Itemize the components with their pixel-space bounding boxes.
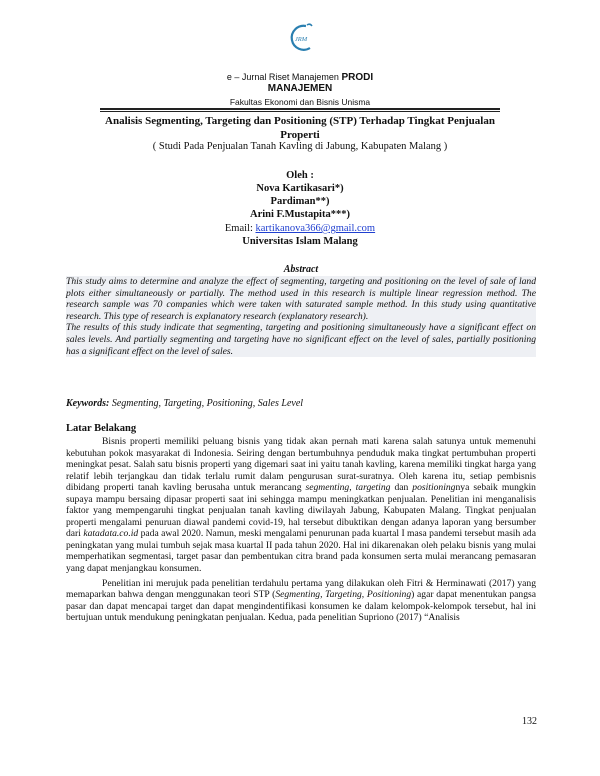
author-3: Arini F.Mustapita***) bbox=[250, 209, 350, 220]
journal-prodi: PRODI bbox=[341, 72, 374, 83]
author-list bbox=[88, 182, 512, 221]
author-2: Pardiman**) bbox=[270, 196, 330, 207]
email-link[interactable]: kartikanova366@gmail.com bbox=[255, 223, 376, 234]
faculty-name: Fakultas Ekonomi dan Bisnis Unisma bbox=[229, 97, 371, 107]
section-heading: Latar Belakang bbox=[66, 423, 137, 434]
journal-manajemen: MANAJEMEN bbox=[267, 83, 333, 94]
header-rule-thin bbox=[100, 111, 500, 112]
email-line bbox=[88, 222, 512, 235]
abstract-body bbox=[66, 276, 536, 357]
journal-prefix: e – Jurnal Riset Manajemen bbox=[226, 72, 339, 82]
section-body bbox=[66, 436, 536, 627]
header-rule bbox=[100, 108, 500, 110]
paper-title: Analisis Segmenting, Targeting dan Positioning (STP) Terhadap Tingkat Penjualan Properti bbox=[105, 115, 495, 141]
abstract-heading: Abstract bbox=[283, 264, 319, 275]
keywords-text: Segmenting, Targeting, Positioning, Sales Level bbox=[111, 398, 304, 409]
byline-oleh: Oleh : bbox=[286, 170, 314, 181]
email-label: Email: bbox=[224, 223, 253, 234]
body-paragraph-2: Penelitian ini merujuk pada penelitian terdahulu pertama yang dilakukan oleh Fitri & Herminawati (2017) yang memaparkan bahwa dengan menggunakan teori STP (Segmenting, Targeting, Positioning) agar dapat menentukan pangsa pasar dan dapat mencapai target dan dapat mengindentifikasi konsumen ke dalam kelompok-kelompok tersebut, hal ini bertujuan untuk mendukung peningkatan penjualan. Kedua, pada penelitian Supriono (2017) “Analisis bbox=[66, 577, 536, 624]
journal-logo-icon bbox=[286, 22, 316, 56]
author-1: Nova Kartikasari*) bbox=[256, 183, 344, 194]
journal-name bbox=[100, 72, 500, 83]
paper-subtitle: ( Studi Pada Penjualan Tanah Kavling di Jabung, Kabupaten Malang ) bbox=[152, 141, 448, 152]
page-number: 132 bbox=[522, 716, 537, 727]
keywords-line bbox=[66, 398, 303, 409]
abstract-paragraph-1: This study aims to determine and analyze the effect of segmenting, targeting and positioning on the level of sale of land plots either simultaneously or partially. The method used in this research is multiple linear regression method. The research sample was 70 companies which were taken with saturated sample method. In this study using quantitative research. This type of research is explanatory research (explanatory research). bbox=[66, 276, 536, 322]
journal-logo-text: JRM bbox=[294, 36, 308, 43]
body-paragraph-1: Bisnis properti memiliki peluang bisnis yang tidak akan pernah mati karena salah satunya untuk memenuhi kebutuhan pokok masyarakat di Indonesia. Seiring dengan bertumbuhnya penduduk maka tingkat pertumbuhan properti meningkat pesat. Salah satu bisnis properti yang digemari saat ini yaitu tanah kavling, karena memiliki tingkat harga yang relatif lebih terjangkau dan tidak terlalu rumit dalam pengurusan surat-suratnya. Oleh karena itu, setiap pembisnis dibidang properti tanah kavling berusaha untuk merancang segmenting, targeting dan positioningnya sebaik mungkin supaya mampu bersaing dipasar properti saat ini sehingga mampu meningkatkan penjualan. Penelitian ini menganalisis faktor yang mempengaruhi tingkat penjualan tanah kavling diwilayah Jabung, Kabupaten Malang. Tingkat penjualan properti mengalami penuruan diawal pandemi covid-19, hal tersebut dibuktikan dengan adanya laporan yang bersumber dari katadata.co.id pada awal 2020. Namun, meski mengalami penurunan pada kuartal I masa pandemi tersebut masih ada peningkatan yang mulai tumbuh sejak masa kuartal II pada tahun 2020. Hal ini dikarenakan oleh pelaku bisnis yang mulai memperhatikan segmentasi, target pasar dan pembentukan citra brand pada konsumen serta mulai merancang pemasaran yang dapat menjangkau konsumen. bbox=[66, 436, 536, 575]
keywords-label: Keywords: bbox=[66, 398, 110, 409]
university: Universitas Islam Malang bbox=[242, 236, 358, 247]
abstract-paragraph-2: The results of this study indicate that segmenting, targeting and positioning simultaneously have a significant effect on sales levels. And partially segmenting and targeting have no significant effect on the level of sales, partially positioning has a significant effect on the level of sales. bbox=[66, 322, 536, 357]
